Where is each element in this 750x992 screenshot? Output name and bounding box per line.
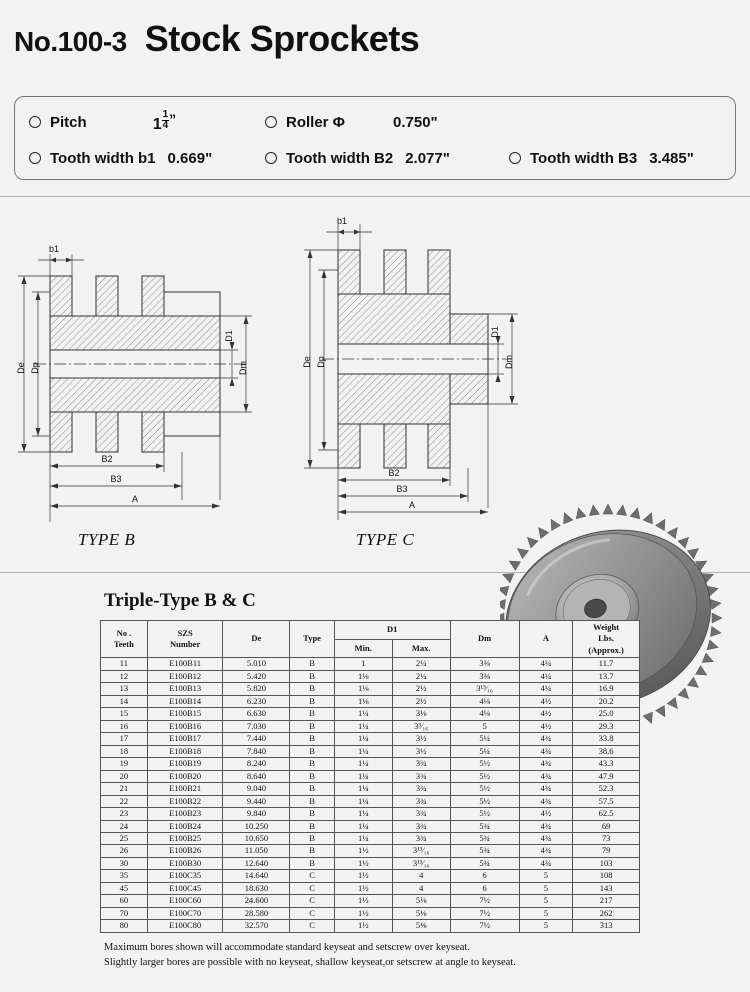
label-b2-c: B2 [388, 468, 400, 478]
table-row [101, 882, 640, 894]
table-cell: 4⅛ [450, 708, 519, 720]
table-cell: E100B26 [147, 845, 223, 857]
table-cell: E100C60 [147, 895, 223, 907]
type-b-caption: TYPE B [78, 530, 136, 549]
table-row [101, 745, 640, 757]
table-cell: B [290, 770, 335, 782]
table-row [101, 783, 640, 795]
spec-pitch [29, 110, 176, 134]
table-cell: E100B30 [147, 857, 223, 869]
table-cell: 7.840 [223, 745, 290, 757]
table-cell: 7½ [450, 907, 519, 919]
table-cell: 4½ [519, 808, 572, 820]
table-cell: 1½ [334, 907, 392, 919]
page-heading: Stock Sprockets [144, 18, 420, 59]
table-cell: 1 [334, 658, 392, 670]
table-cell: 33.8 [573, 733, 640, 745]
table-cell: 20 [101, 770, 148, 782]
table-row [101, 733, 640, 745]
table-cell: 4¾ [519, 758, 572, 770]
table-cell: 13.7 [573, 670, 640, 682]
table-cell: 25 [101, 832, 148, 844]
table-cell: 18 [101, 745, 148, 757]
table-cell: 14 [101, 695, 148, 707]
table-cell: 1½ [334, 920, 392, 932]
table-cell: 6 [450, 870, 519, 882]
table-cell: 20.2 [573, 695, 640, 707]
table-cell: 7½ [450, 920, 519, 932]
table-cell: 29.3 [573, 720, 640, 732]
table-cell: 7½ [450, 895, 519, 907]
table-cell: 5 [450, 720, 519, 732]
table-cell: B [290, 683, 335, 695]
table-cell: E100C70 [147, 907, 223, 919]
table-cell: B [290, 733, 335, 745]
label-de-c: De [302, 356, 312, 368]
table-cell: 1¼ [334, 832, 392, 844]
table-cell: 73 [573, 832, 640, 844]
table-cell: 13 [101, 683, 148, 695]
table-cell: 69 [573, 820, 640, 832]
table-cell: E100B12 [147, 670, 223, 682]
table-cell: 35 [101, 870, 148, 882]
table-cell: 1¼ [334, 770, 392, 782]
table-cell: B [290, 670, 335, 682]
table-cell: 2½ [392, 695, 450, 707]
table-cell: E100B16 [147, 720, 223, 732]
note-line-2: Slightly larger bores are possible with no keyseat, shallow keyseat,or setscrew at angle to keyseat. [104, 957, 516, 969]
table-cell: 5¾ [450, 820, 519, 832]
circle-bullet-icon [29, 152, 41, 164]
circle-bullet-icon [509, 152, 521, 164]
table-cell: 5⅛ [392, 895, 450, 907]
table-cell: 4 [392, 870, 450, 882]
table-cell: 1¼ [334, 720, 392, 732]
table-cell: 3¾ [392, 820, 450, 832]
table-cell: E100B25 [147, 832, 223, 844]
spec-b2-value: 2.077" [405, 149, 450, 167]
table-cell: E100B13 [147, 683, 223, 695]
table-cell: 4⅛ [450, 695, 519, 707]
table-cell: 3¾ [392, 770, 450, 782]
table-cell: 24.600 [223, 895, 290, 907]
table-row [101, 857, 640, 869]
table-cell: 4¼ [519, 683, 572, 695]
table-cell: 28.580 [223, 907, 290, 919]
table-cell: 3¾ [392, 758, 450, 770]
table-cell: 7.440 [223, 733, 290, 745]
table-cell: 3¾ [392, 832, 450, 844]
table-cell: E100B19 [147, 758, 223, 770]
table-cell: 5¼ [450, 733, 519, 745]
table-cell: 3¹³⁄₁₆ [450, 683, 519, 695]
specifications-box [14, 96, 736, 180]
label-de-b: De [16, 362, 26, 374]
table-cell: 21 [101, 783, 148, 795]
table-cell: 3⅜ [450, 670, 519, 682]
table-cell: 4¼ [519, 658, 572, 670]
table-cell: 10.650 [223, 832, 290, 844]
table-cell: E100C80 [147, 920, 223, 932]
label-dm-c: Dm [504, 355, 514, 369]
table-cell: 5½ [450, 783, 519, 795]
table-cell: 52.3 [573, 783, 640, 795]
table-cell: 1¼ [334, 795, 392, 807]
table-cell: B [290, 820, 335, 832]
table-cell: 3³⁄₁₆ [392, 720, 450, 732]
table-cell: 4½ [519, 695, 572, 707]
table-cell: 5.420 [223, 670, 290, 682]
table-cell: C [290, 907, 335, 919]
table-cell: C [290, 895, 335, 907]
table-cell: C [290, 882, 335, 894]
spec-pitch-value: 1 $\frac{1}{4}$ ” [152, 109, 177, 133]
table-cell: 5½ [450, 758, 519, 770]
table-cell: 11 [101, 658, 148, 670]
table-cell: B [290, 745, 335, 757]
table-cell: 3¾ [392, 795, 450, 807]
label-b1-c: b1 [336, 216, 348, 226]
label-d1-c: D1 [490, 326, 500, 338]
table-cell: 5¼ [450, 745, 519, 757]
table-cell: 12.640 [223, 857, 290, 869]
table-cell: B [290, 658, 335, 670]
table-cell: 4¾ [519, 832, 572, 844]
label-dp-c: Dp [316, 356, 326, 368]
table-cell: 1¼ [334, 758, 392, 770]
table-cell: 1½ [334, 882, 392, 894]
table-row [101, 695, 640, 707]
table-cell: 5 [519, 895, 572, 907]
table-cell: E100B15 [147, 708, 223, 720]
table-cell: E100B17 [147, 733, 223, 745]
table-row [101, 795, 640, 807]
table-cell: 1⅛ [334, 695, 392, 707]
table-cell: 3⅛ [392, 708, 450, 720]
table-cell: 60 [101, 895, 148, 907]
label-d1-b: D1 [224, 330, 234, 342]
table-cell: 1¼ [334, 708, 392, 720]
circle-bullet-icon [265, 152, 277, 164]
table-cell: 70 [101, 907, 148, 919]
table-cell: E100B22 [147, 795, 223, 807]
table-cell: 18.630 [223, 882, 290, 894]
table-cell: 5¾ [450, 845, 519, 857]
table-cell: 43.3 [573, 758, 640, 770]
table-cell: 47.9 [573, 770, 640, 782]
table-cell: 5⅛ [392, 907, 450, 919]
table-cell: 217 [573, 895, 640, 907]
table-cell: 19 [101, 758, 148, 770]
table-cell: 6.230 [223, 695, 290, 707]
th-d1-max: Max. [392, 639, 450, 658]
table-cell: 5¾ [450, 832, 519, 844]
spec-b1-value: 0.669" [167, 149, 213, 167]
table-row [101, 658, 640, 670]
table-cell: 24 [101, 820, 148, 832]
label-b1-b: b1 [48, 244, 60, 254]
table-cell: 103 [573, 857, 640, 869]
th-type: Type [290, 621, 335, 658]
label-a-c: A [408, 500, 416, 510]
table-cell: 80 [101, 920, 148, 932]
table-row [101, 683, 640, 695]
specification-table-section [100, 590, 640, 933]
table-cell: 25.0 [573, 708, 640, 720]
table-cell: E100B23 [147, 808, 223, 820]
table-cell: 9.040 [223, 783, 290, 795]
table-row [101, 832, 640, 844]
th-dm: Dm [450, 621, 519, 658]
table-cell: 9.840 [223, 808, 290, 820]
table-cell: B [290, 695, 335, 707]
table-cell: C [290, 920, 335, 932]
table-cell: B [290, 758, 335, 770]
spec-b2-label: Tooth width B2 [286, 149, 394, 167]
product-number: No.100-3 [14, 26, 127, 57]
type-c-caption: TYPE C [356, 530, 415, 549]
th-teeth: No . Teeth [101, 621, 148, 658]
table-cell: 1½ [334, 895, 392, 907]
table-cell: 5 [519, 870, 572, 882]
table-cell: 3¾ [392, 783, 450, 795]
th-szs: SZS Number [147, 621, 223, 658]
table-cell: E100B18 [147, 745, 223, 757]
table-cell: 10.250 [223, 820, 290, 832]
spec-tooth-width-b2 [265, 150, 450, 167]
table-cell: 5 [519, 882, 572, 894]
table-cell: 17 [101, 733, 148, 745]
table-cell: 5 [519, 920, 572, 932]
spec-b1-label: Tooth width b1 [50, 149, 156, 167]
table-cell: 4¾ [519, 745, 572, 757]
table-row [101, 670, 640, 682]
th-weight: Weight Lbs. (Approx.) [573, 621, 640, 658]
table-cell: 7.030 [223, 720, 290, 732]
table-row [101, 820, 640, 832]
table-cell: 3¾ [392, 808, 450, 820]
th-de: De [223, 621, 290, 658]
table-row [101, 720, 640, 732]
table-cell: B [290, 857, 335, 869]
table-cell: 4¾ [519, 820, 572, 832]
table-cell: 1¼ [334, 733, 392, 745]
note-line-1: Maximum bores shown will accommodate standard keyseat and setscrew over keyseat. [104, 942, 470, 953]
th-d1-min: Min. [334, 639, 392, 658]
table-row [101, 870, 640, 882]
table-cell: E100C45 [147, 882, 223, 894]
table-row [101, 770, 640, 782]
table-cell: B [290, 795, 335, 807]
page-title [14, 18, 419, 60]
table-cell: B [290, 783, 335, 795]
technical-drawings [0, 200, 750, 570]
table-cell: 11.050 [223, 845, 290, 857]
table-cell: 1¼ [334, 783, 392, 795]
table-cell: 8.640 [223, 770, 290, 782]
table-cell: 26 [101, 845, 148, 857]
table-cell: 32.570 [223, 920, 290, 932]
table-cell: 5 [519, 907, 572, 919]
table-cell: C [290, 870, 335, 882]
table-cell: 313 [573, 920, 640, 932]
table-cell: 4¾ [519, 783, 572, 795]
table-cell: 262 [573, 907, 640, 919]
table-cell: 30 [101, 857, 148, 869]
table-cell: 5.010 [223, 658, 290, 670]
table-cell: 108 [573, 870, 640, 882]
table-cell: 4 [392, 882, 450, 894]
th-a: A [519, 621, 572, 658]
table-cell: 14.640 [223, 870, 290, 882]
table-cell: 11.7 [573, 658, 640, 670]
table-cell: 3½ [392, 733, 450, 745]
table-row [101, 808, 640, 820]
table-cell: 9.440 [223, 795, 290, 807]
spec-roller-value: 0.750" [393, 113, 438, 131]
table-cell: 4¾ [519, 770, 572, 782]
table-cell: B [290, 808, 335, 820]
table-cell: 1½ [334, 857, 392, 869]
table-cell: 1½ [334, 870, 392, 882]
table-cell: 2¼ [392, 658, 450, 670]
table-cell: 12 [101, 670, 148, 682]
table-cell: E100B24 [147, 820, 223, 832]
table-row [101, 920, 640, 932]
table-cell: 4¾ [519, 795, 572, 807]
table-cell: 3¹³⁄₁₆ [392, 845, 450, 857]
table-cell: 5⅛ [392, 920, 450, 932]
label-b2-b: B2 [101, 454, 113, 464]
table-cell: 5½ [450, 795, 519, 807]
circle-bullet-icon [29, 116, 41, 128]
table-cell: 1¼ [334, 820, 392, 832]
table-cell: 1¼ [334, 745, 392, 757]
table-cell: B [290, 720, 335, 732]
circle-bullet-icon [265, 116, 277, 128]
table-cell: B [290, 845, 335, 857]
spec-b3-label: Tooth width B3 [530, 149, 638, 167]
spec-roller-label: Roller Φ [286, 113, 345, 131]
divider-top [0, 196, 750, 197]
table-cell: E100B14 [147, 695, 223, 707]
table-cell: 79 [573, 845, 640, 857]
label-b3-b: B3 [110, 474, 122, 484]
table-cell: 2¼ [392, 670, 450, 682]
table-cell: 5¾ [450, 857, 519, 869]
table-cell: 6.630 [223, 708, 290, 720]
table-cell: 45 [101, 882, 148, 894]
table-row [101, 895, 640, 907]
table-cell: E100B21 [147, 783, 223, 795]
table-cell: E100B20 [147, 770, 223, 782]
table-cell: 4½ [519, 720, 572, 732]
table-cell: 4¾ [519, 857, 572, 869]
table-cell: 16.9 [573, 683, 640, 695]
table-cell: 5½ [450, 770, 519, 782]
table-cell: 38.6 [573, 745, 640, 757]
table-cell: 23 [101, 808, 148, 820]
spec-pitch-label: Pitch [50, 113, 87, 131]
label-dp-b: Dp [30, 362, 40, 374]
table-cell: 62.5 [573, 808, 640, 820]
table-cell: 143 [573, 882, 640, 894]
spec-roller [265, 114, 438, 131]
table-cell: 3½ [392, 745, 450, 757]
table-cell: 1½ [334, 845, 392, 857]
table-cell: E100C35 [147, 870, 223, 882]
table-cell: 3¹³⁄₁₆ [392, 857, 450, 869]
table-cell: 3⅜ [450, 658, 519, 670]
spec-tooth-width-b1 [29, 150, 212, 167]
table-cell: 1⅛ [334, 683, 392, 695]
table-row [101, 758, 640, 770]
table-row [101, 845, 640, 857]
table-cell: 4¾ [519, 733, 572, 745]
type-b-drawing [10, 210, 290, 540]
label-b3-c: B3 [396, 484, 408, 494]
table-cell: 4¼ [519, 670, 572, 682]
table-cell: 5½ [450, 808, 519, 820]
table-cell: 4¾ [519, 845, 572, 857]
th-d1-group: D1 [334, 621, 450, 640]
table-cell: E100B11 [147, 658, 223, 670]
table-cell: B [290, 832, 335, 844]
table-cell: 1¼ [334, 808, 392, 820]
table-notes [104, 940, 724, 970]
label-dm-b: Dm [238, 361, 248, 375]
table-row [101, 708, 640, 720]
table-body [101, 658, 640, 932]
table-cell: 16 [101, 720, 148, 732]
table-cell: 15 [101, 708, 148, 720]
table-row [101, 907, 640, 919]
table-title: Triple-Type B & C [104, 590, 256, 611]
table-cell: 6 [450, 882, 519, 894]
label-a-b: A [131, 494, 139, 504]
table-cell: 8.240 [223, 758, 290, 770]
table-cell: 22 [101, 795, 148, 807]
table-cell: 5.820 [223, 683, 290, 695]
sprocket-spec-table [100, 620, 640, 933]
table-cell: 57.5 [573, 795, 640, 807]
table-cell: 4½ [519, 708, 572, 720]
spec-b3-value: 3.485" [649, 149, 694, 167]
spec-tooth-width-b3 [509, 150, 694, 167]
table-cell: 2½ [392, 683, 450, 695]
table-cell: 1⅛ [334, 670, 392, 682]
table-cell: B [290, 708, 335, 720]
